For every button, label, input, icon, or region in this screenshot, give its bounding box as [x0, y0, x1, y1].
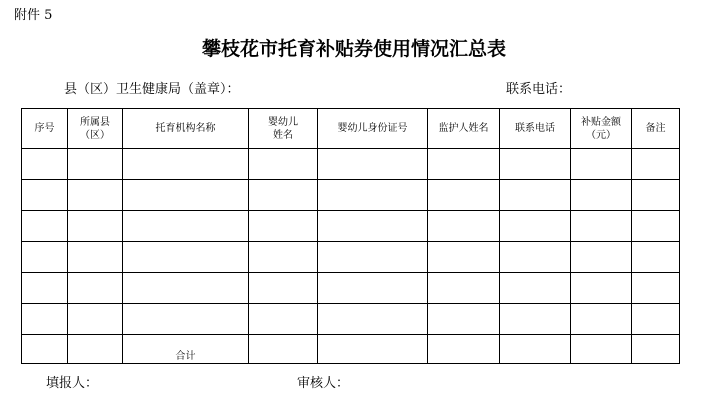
col-header-county — [68, 109, 123, 149]
table-cell[interactable] — [22, 211, 68, 242]
table-cell[interactable] — [500, 149, 571, 180]
col-header-line: 监护人姓名 — [438, 123, 489, 134]
table-cell[interactable] — [571, 304, 632, 335]
reviewer-label: 审核人： — [297, 376, 350, 391]
table-cell[interactable] — [632, 211, 680, 242]
table-cell[interactable] — [318, 304, 428, 335]
col-header-line: 备注 — [645, 123, 666, 134]
table-cell[interactable] — [123, 180, 249, 211]
table-cell[interactable] — [428, 180, 500, 211]
table-cell[interactable] — [68, 180, 123, 211]
table-cell[interactable] — [632, 335, 680, 364]
table-cell[interactable] — [22, 304, 68, 335]
table-cell[interactable] — [68, 335, 123, 364]
table-cell[interactable] — [500, 335, 571, 364]
table-cell[interactable] — [428, 273, 500, 304]
table-cell[interactable] — [571, 211, 632, 242]
table-cell[interactable] — [249, 242, 318, 273]
col-header-line: 托育机构名称 — [155, 123, 216, 134]
col-header-line: 所属县 — [80, 116, 110, 128]
table-cell[interactable] — [22, 273, 68, 304]
table-row — [22, 242, 680, 273]
table-cell[interactable] — [123, 149, 249, 180]
table-cell[interactable] — [571, 242, 632, 273]
total-label-cell — [123, 335, 249, 364]
col-header-line: （元） — [586, 129, 616, 141]
table-cell[interactable] — [123, 273, 249, 304]
table-cell[interactable] — [249, 149, 318, 180]
table-cell[interactable] — [632, 149, 680, 180]
table-cell[interactable] — [318, 242, 428, 273]
table-row — [22, 304, 680, 335]
table-cell[interactable] — [500, 180, 571, 211]
table-cell[interactable] — [68, 273, 123, 304]
col-header-guardian-name — [428, 109, 500, 149]
table-cell[interactable] — [318, 335, 428, 364]
table-cell[interactable] — [22, 242, 68, 273]
table-cell[interactable] — [68, 149, 123, 180]
col-header-remarks — [632, 109, 680, 149]
page-title: 攀枝花市托育补贴券使用情况汇总表 — [201, 38, 506, 60]
table-cell[interactable] — [571, 180, 632, 211]
col-header-infant-id — [318, 109, 428, 149]
table-cell[interactable] — [249, 335, 318, 364]
table-cell[interactable] — [428, 242, 500, 273]
total-label: 合计 — [175, 350, 196, 362]
table-cell[interactable] — [318, 149, 428, 180]
col-header-line: 婴幼儿 — [268, 116, 298, 128]
col-header-infant-name — [249, 109, 318, 149]
table-cell[interactable] — [428, 149, 500, 180]
total-row — [22, 335, 680, 364]
table-cell[interactable] — [68, 211, 123, 242]
table-cell[interactable] — [22, 180, 68, 211]
table-cell[interactable] — [249, 211, 318, 242]
subsidy-summary-table — [21, 108, 680, 364]
table-cell[interactable] — [428, 211, 500, 242]
table-cell[interactable] — [500, 242, 571, 273]
table-cell[interactable] — [68, 304, 123, 335]
filler-label: 填报人： — [46, 376, 99, 391]
table-cell[interactable] — [123, 211, 249, 242]
table-cell[interactable] — [249, 273, 318, 304]
table-row — [22, 273, 680, 304]
col-header-line: 序号 — [34, 123, 55, 134]
attachment-label: 附件 5 — [14, 8, 53, 23]
table-cell[interactable] — [500, 273, 571, 304]
table-cell[interactable] — [428, 335, 500, 364]
table-cell[interactable] — [318, 211, 428, 242]
col-header-line: 婴幼儿身份证号 — [337, 123, 408, 134]
table-row — [22, 211, 680, 242]
table-cell[interactable] — [123, 242, 249, 273]
table-cell[interactable] — [249, 304, 318, 335]
table-cell[interactable] — [318, 273, 428, 304]
table-row — [22, 180, 680, 211]
col-header-line: 姓名 — [273, 129, 293, 141]
table-body — [22, 149, 680, 364]
table-cell[interactable] — [500, 304, 571, 335]
table-row — [22, 149, 680, 180]
table-cell[interactable] — [571, 273, 632, 304]
table-cell[interactable] — [571, 149, 632, 180]
table-cell[interactable] — [22, 149, 68, 180]
table-header-row — [22, 109, 680, 149]
table-cell[interactable] — [123, 304, 249, 335]
table-cell[interactable] — [500, 211, 571, 242]
col-header-line: 补贴金额 — [581, 116, 621, 128]
col-header-phone — [500, 109, 571, 149]
col-header-subsidy-amount — [571, 109, 632, 149]
table-cell[interactable] — [22, 335, 68, 364]
table-cell[interactable] — [571, 335, 632, 364]
table-cell[interactable] — [428, 304, 500, 335]
table-cell[interactable] — [632, 304, 680, 335]
table-cell[interactable] — [68, 242, 123, 273]
col-header-line: 联系电话 — [515, 123, 555, 134]
table-cell[interactable] — [318, 180, 428, 211]
table-cell[interactable] — [632, 273, 680, 304]
col-header-line: （区） — [80, 129, 110, 141]
col-header-institution — [123, 109, 249, 149]
table-cell[interactable] — [632, 242, 680, 273]
table-cell[interactable] — [632, 180, 680, 211]
contact-phone-label: 联系电话： — [506, 82, 572, 97]
table-cell[interactable] — [249, 180, 318, 211]
county-seal-label: 县（区）卫生健康局（盖章）： — [64, 82, 240, 97]
col-header-seq — [22, 109, 68, 149]
